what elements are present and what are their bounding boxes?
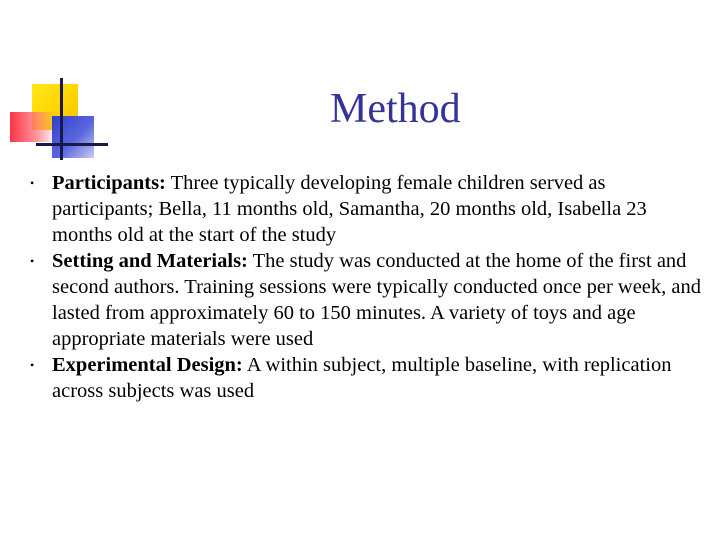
logo-blue-square [52,116,94,158]
bullet-dot-icon: • [30,176,35,190]
bullet-participants [0,170,720,248]
bullet-label: Participants: [52,172,166,194]
logo-red-bar [10,112,56,142]
bullet-list [0,170,720,404]
bullet-label: Experimental Design: [52,354,243,376]
bullet-text: The study was conducted at the home of the first and second authors. Training sessions were typically conducted once per week, and lasted from approximately 60 to 150 minutes. A variety of toys and age appropriate materials were used [52,250,702,350]
bullet-text: Three typically developing female children served as participants; Bella, 11 months old, Samantha, 20 months old, Isabella 23 months old at the start of the study [52,172,647,246]
bullet-label: Setting and Materials: [52,250,248,272]
bullet-dot-icon: • [30,254,35,268]
bullet-text: A within subject, multiple baseline, with replication across subjects was used [52,354,672,402]
bullet-experimental-design [0,352,720,404]
bullet-dot-icon: • [30,358,35,372]
logo-horizontal-line [36,143,108,146]
logo-vertical-line [60,78,63,160]
slide-title: Method [330,86,461,132]
bullet-setting-materials [0,248,720,352]
slide-logo-decoration [0,0,110,170]
